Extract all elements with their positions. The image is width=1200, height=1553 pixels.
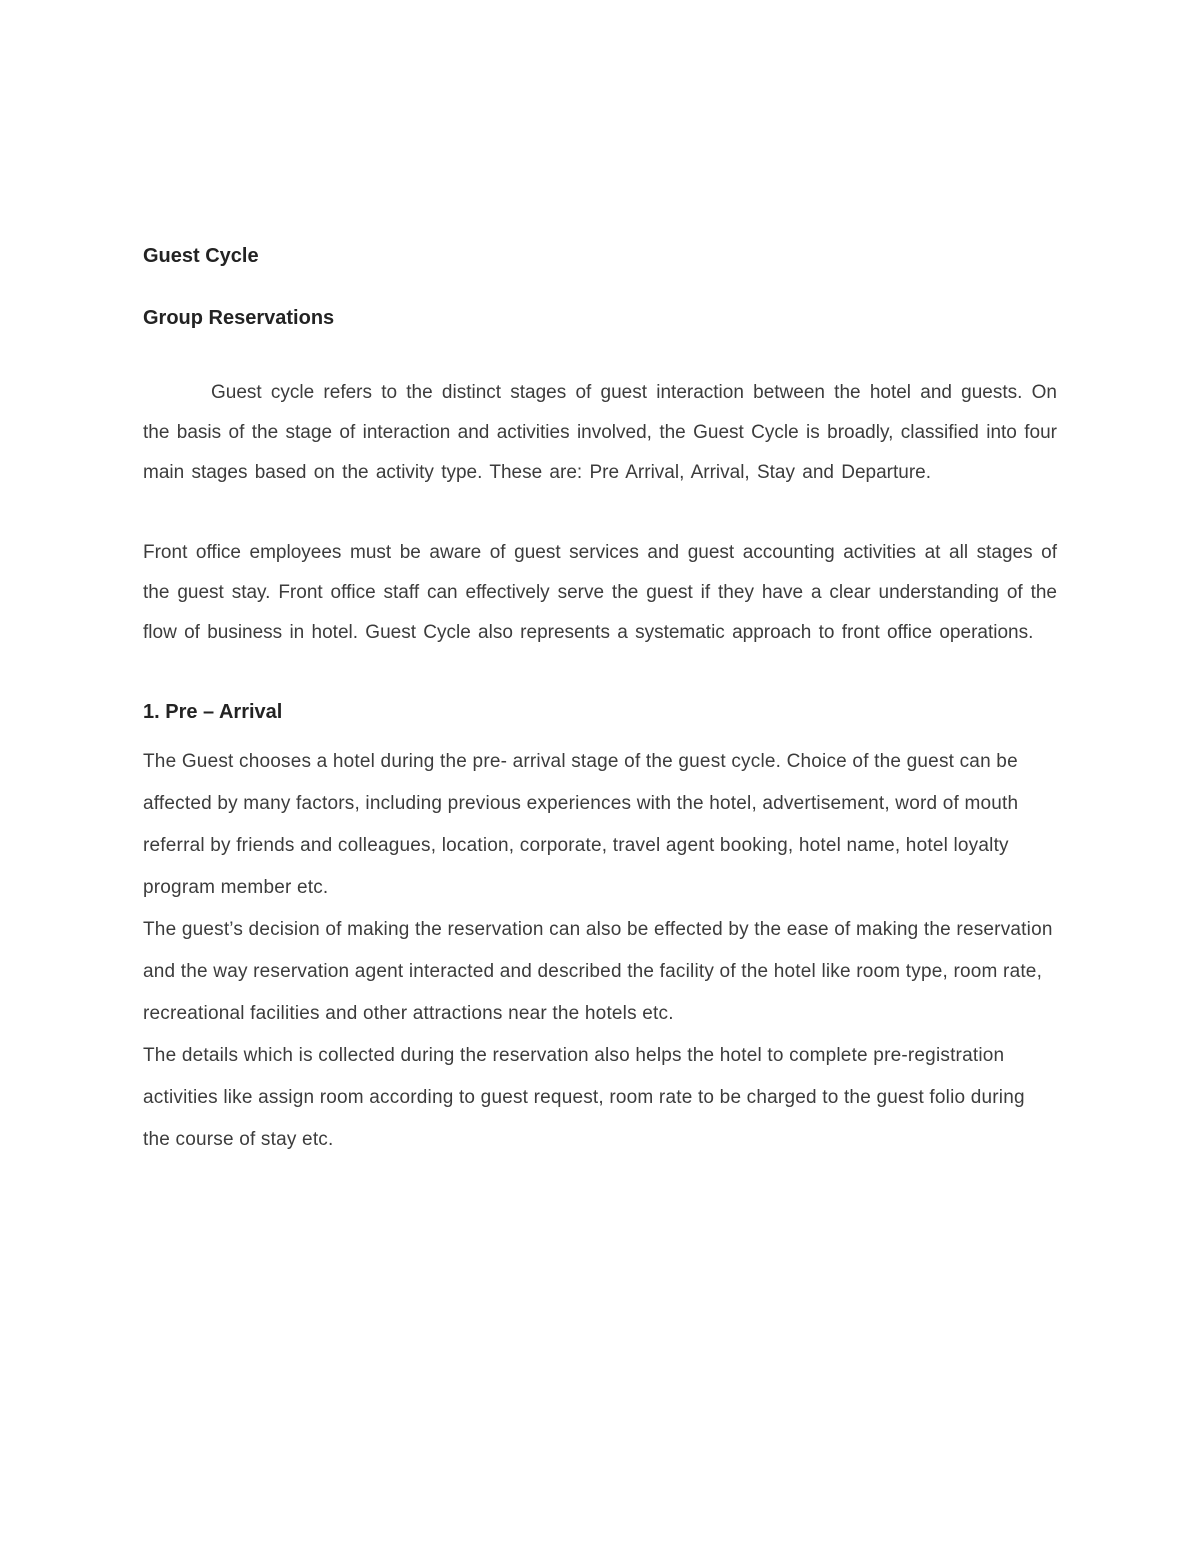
paragraph-pre-arrival-decision: The guest’s decision of making the reservation can also be effected by the ease of making the reservation and the way reservation agent interacted and described the facility of the hotel like room type, room rate, recreational facilities and other attractions near the hotels etc. [143, 919, 1053, 1024]
paragraph-pre-arrival-details: The details which is collected during the reservation also helps the hotel to complete pre-registration activities like assign room according to guest request, room rate to be charged to the guest folio during the course of stay etc. [143, 1045, 1025, 1150]
paragraph-pre-arrival-choice: The Guest chooses a hotel during the pre- arrival stage of the guest cycle. Choice of the guest can be affected by many factors, including previous experiences with the hotel, advertisement, word of mouth referral by friends and colleagues, location, corporate, travel agent booking, hotel name, hotel loyalty program member etc. [143, 751, 1019, 898]
paragraph-front-office: Front office employees must be aware of guest services and guest accounting activities at all stages of the guest stay. Front office staff can effectively serve the guest if they have a clear understanding of the flow of business in hotel. Guest Cycle also represents a systematic approach to front office operations. [143, 542, 1057, 643]
heading-group-reservations: Group Reservations [143, 307, 335, 329]
heading-guest-cycle: Guest Cycle [143, 245, 259, 267]
paragraph-guest-cycle-intro: Guest cycle refers to the distinct stages of guest interaction between the hotel and guests. On the basis of the stage of interaction and activities involved, the Guest Cycle is broadly, classified into four main stages based on the activity type. These are: Pre Arrival, Arrival, Stay and Departure. [143, 382, 1057, 483]
heading-pre-arrival: 1. Pre – Arrival [143, 701, 283, 723]
